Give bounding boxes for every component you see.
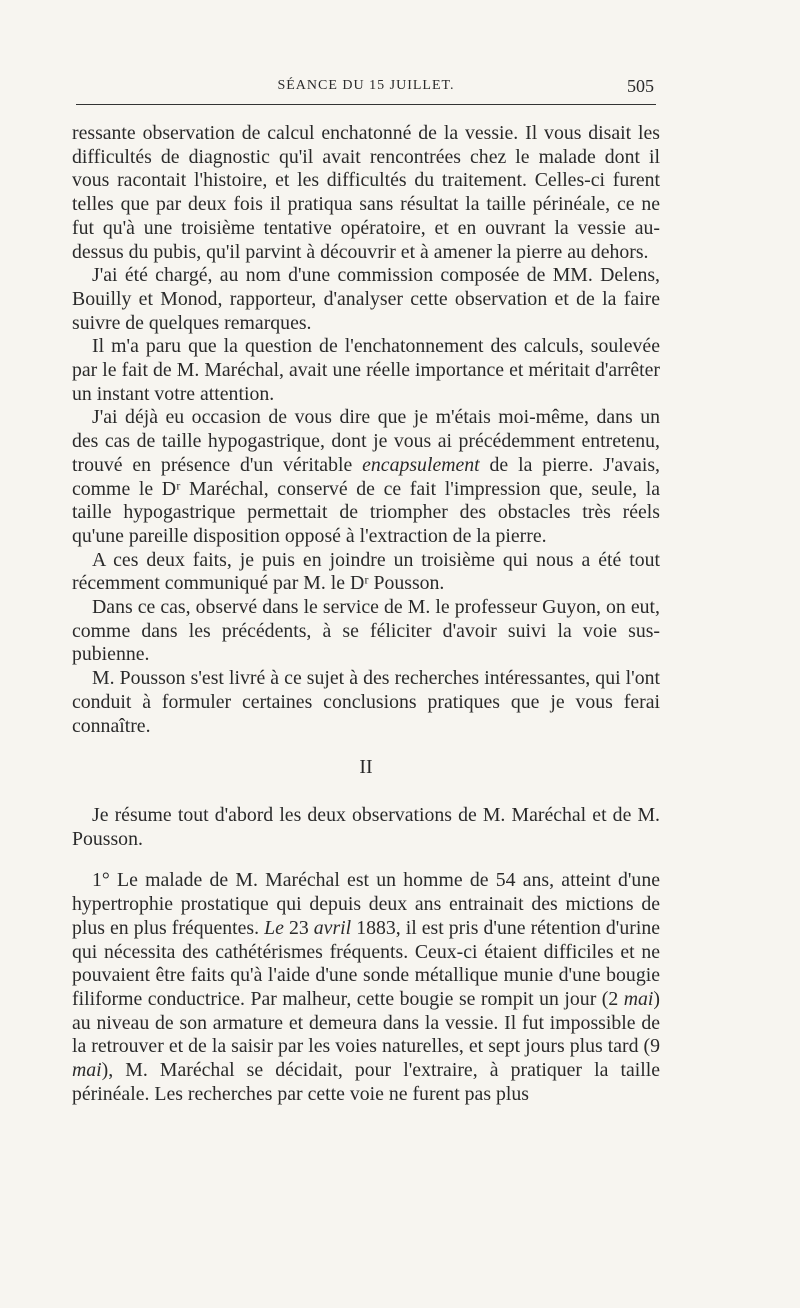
paragraph-5: A ces deux faits, je puis en joindre un troisième qui nous a été tout récemment communiqué par M. le Dʳ Pousson. [72, 548, 660, 595]
paragraph-9-emphasis-1: Le [264, 916, 284, 939]
paragraph-2: J'ai été chargé, au nom d'une commission composée de MM. Delens, Bouilly et Monod, rapporteur, d'analyser cette observation et de la faire suivre de quelques remarques. [72, 264, 660, 334]
paragraph-9-emphasis-3: mai [623, 987, 654, 1010]
paragraph-4-emphasis: encapsulement [362, 453, 480, 476]
paragraph-4 [72, 406, 660, 548]
paragraph-9-text-b: 23 [283, 916, 314, 939]
paragraph-6: Dans ce cas, observé dans le service de M. le professeur Guyon, on eut, comme dans les précédents, à se féliciter d'avoir suivi la voie sus-pubienne. [72, 596, 660, 666]
paragraph-9 [72, 869, 660, 1106]
paragraph-1: ressante observation de calcul enchatonné de la vessie. Il vous disait les difficultés de diagnostic qu'il avait rencontrées chez le malade dont il vous racontait l'histoire, et les difficultés du traitement. Celles-ci furent telles que par deux fois il pratiqua sans résultat la taille périnéale, ce ne fut qu'à une troisième tentative opératoire, et en ouvrant la vessie au-dessus du pubis, qu'il parvint à découvrir et à amener la pierre au dehors. [72, 122, 660, 263]
page-number: 505 [627, 76, 654, 96]
section-number: II [359, 756, 373, 779]
paragraph-7: M. Pousson s'est livré à ce sujet à des recherches intéressantes, qui l'ont conduit à formuler certaines conclusions pratiques que je vous ferai connaître. [72, 667, 660, 737]
paragraph-9-text-a: 1° Le malade de M. Maréchal est un homme de 54 ans, atteint d'une hypertrophie prostatique qui depuis deux ans entrainait des mictions de plus en plus fréquentes. [72, 869, 660, 939]
paragraph-3: Il m'a paru que la question de l'enchatonnement des calculs, soulevée par le fait de M. Maréchal, avait une réelle importance et méritait d'arrêter un instant votre attention. [72, 335, 660, 405]
paragraph-9-text-d: ) au niveau de son armature et demeura dans la vessie. Il fut impossible de la retrouver et de la saisir par les voies naturelles, et sept jours plus tard (9 [72, 987, 660, 1058]
paragraph-4-text-b: de la pierre. J'avais, comme le Dʳ Maréchal, conservé de ce fait l'impression que, seule, la taille hypogastrique permettait de triompher des obstacles très réels qu'une pareille disposition opposé à l'extraction de la pierre. [72, 453, 660, 547]
paragraph-9-emphasis-4: mai [72, 1059, 102, 1082]
paragraph-9-text-e: ), M. Maréchal se décidait, pour l'extraire, à pratiquer la taille périnéale. Les recherches par cette voie ne furent pas plus [72, 1059, 660, 1105]
header-rule [76, 104, 656, 105]
paragraph-9-emphasis-2: avril [313, 916, 352, 939]
running-title: SÉANCE DU 15 JUILLET. [277, 78, 455, 93]
paragraph-9-text-c: 1883, il est pris d'une rétention d'urine qui nécessita des cathétérismes fréquents. Ceux-ci étaient difficiles et ne pouvaient être faits qu'à l'aide d'une sonde métallique munie d'une bougie filiforme conductrice. Par malheur, cette bougie se rompit un jour (2 [72, 916, 661, 1010]
page-header [76, 76, 656, 100]
body-text [72, 122, 660, 1106]
paragraph-4-text-a: J'ai déjà eu occasion de vous dire que je m'étais moi-même, dans un des cas de taille hypogastrique, dont je vous ai précédemment entretenu, trouvé en présence d'un véritable [72, 406, 660, 476]
paragraph-8: Je résume tout d'abord les deux observations de M. Maréchal et de M. Pousson. [72, 803, 660, 850]
